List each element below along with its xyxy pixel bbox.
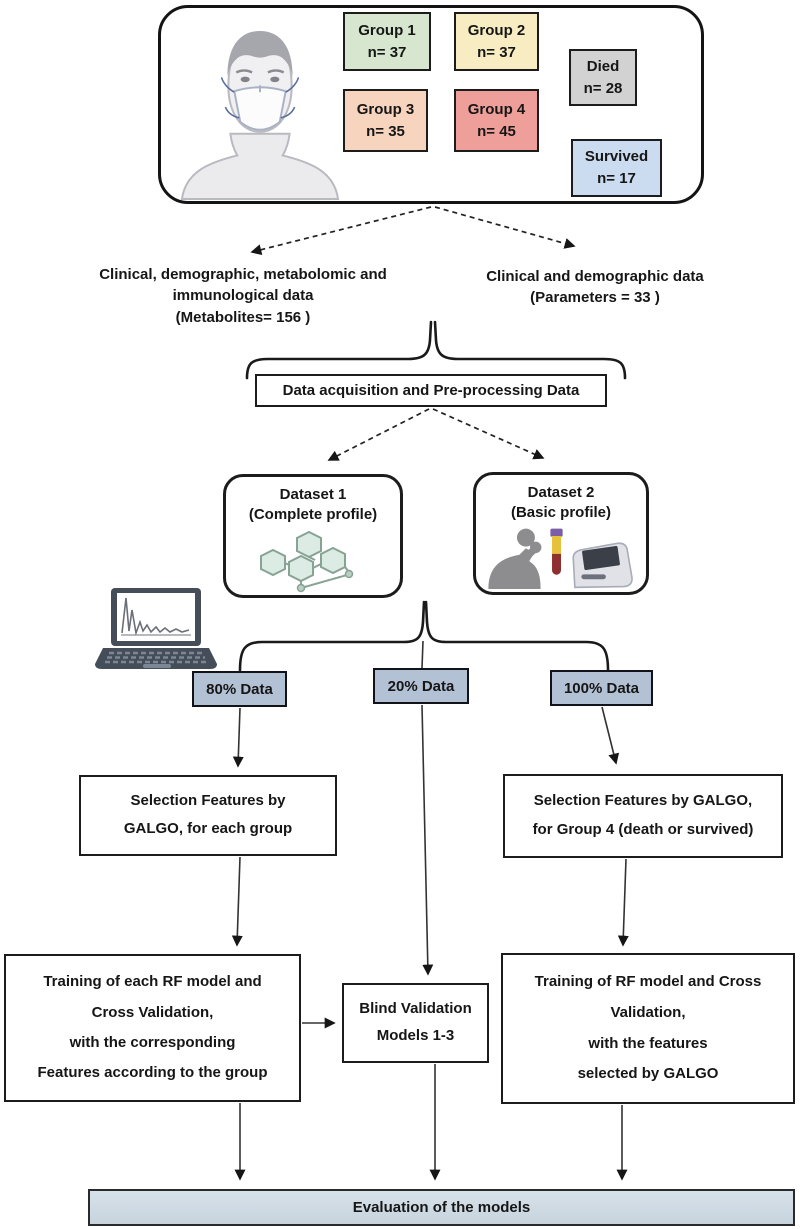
training-right-line1: Training of RF model and Cross (534, 973, 762, 990)
group-3-box (343, 89, 428, 152)
dataset-1-subtitle: (Complete profile) (248, 506, 378, 524)
group-2-box (454, 12, 539, 71)
dataset-2-title: Dataset 2 (527, 484, 595, 501)
training-right-line4: selected by GALGO (577, 1065, 719, 1083)
coughing-patient-blood-tube-analyzer-icon (481, 527, 641, 589)
arrow-80-to-selection-left (238, 708, 240, 766)
selection-left-line2: GALGO, for each group (123, 820, 293, 838)
training-left-box (4, 954, 301, 1102)
training-left-line1: Training of each RF model and (43, 973, 262, 991)
training-left-line3: with the corresponding (69, 1033, 236, 1051)
data-acquisition-box (255, 374, 607, 407)
training-right-line3: with the features (588, 1034, 708, 1052)
group-2-label: Group 2 (467, 21, 526, 39)
blind-validation-line2: Models 1-3 (376, 1027, 455, 1045)
brace-datasets-to-splits (240, 602, 608, 670)
split-100-label: 100% Data (563, 679, 640, 697)
split-100-box (550, 670, 653, 706)
group-4-n: n= 45 (477, 122, 516, 140)
split-80-label: 80% Data (206, 680, 273, 698)
selection-right-line1: Selection Features by GALGO, (533, 792, 753, 810)
group-4-box (454, 89, 539, 152)
training-left-line2: Cross Validation, (91, 1003, 214, 1021)
dataset-1-title: Dataset 1 (279, 486, 347, 503)
dataset-2-subtitle: (Basic profile) (510, 504, 612, 522)
group-3-label: Group 3 (356, 100, 415, 118)
survived-label: Survived (584, 148, 649, 166)
group-3-n: n= 35 (366, 122, 405, 140)
selection-left-box (79, 775, 337, 856)
left-branch-text (85, 264, 401, 328)
data-acquisition-label: Data acquisition and Pre-processing Data (282, 382, 580, 399)
arrow-100-to-selection-right (602, 707, 616, 763)
line-brace-to-20-split (422, 641, 423, 668)
right-branch-line2: (Parameters = 33 ) (530, 289, 660, 307)
died-n: n= 28 (583, 79, 623, 97)
split-80-box (192, 671, 287, 707)
survived-n: n= 17 (597, 170, 636, 187)
evaluation-bar (88, 1189, 795, 1226)
selection-left-line1: Selection Features by (130, 792, 286, 810)
dataset-2-box (473, 472, 649, 595)
right-branch-line1: Clinical and demographic data (486, 268, 704, 285)
group-4-label: Group 4 (467, 100, 526, 118)
pcr-analyzer-icon (573, 543, 632, 587)
left-branch-line1: Clinical, demographic, metabolomic and (99, 266, 387, 283)
arrow-20-to-blind-validation (422, 705, 428, 974)
split-20-box (373, 668, 469, 704)
masked-patient-illustration (176, 22, 344, 200)
died-label: Died (586, 57, 620, 75)
training-left-line4: Features according to the group (37, 1063, 268, 1081)
dashed-arrow-to-right-branch (435, 207, 574, 246)
dataset-1-box (223, 474, 403, 598)
dashed-arrow-to-dataset2 (433, 409, 543, 458)
selection-right-box (503, 774, 783, 858)
group-1-n: n= 37 (367, 43, 407, 61)
left-branch-line3: (Metabolites= 156 ) (175, 308, 311, 326)
dashed-arrow-to-left-branch (252, 207, 431, 252)
selection-right-line2: for Group 4 (death or survived) (532, 821, 754, 839)
right-branch-text (450, 266, 740, 309)
blood-tube-icon (550, 528, 562, 574)
group-1-label: Group 1 (358, 21, 416, 39)
died-box (569, 49, 637, 106)
evaluation-label: Evaluation of the models (352, 1199, 531, 1216)
survived-box (571, 139, 662, 197)
molecule-network-icon (257, 530, 369, 594)
blind-validation-line1: Blind Validation (359, 999, 472, 1017)
arrow-selection-left-to-training-left (237, 857, 240, 945)
coughing-person-silhouette (488, 528, 541, 588)
group-1-box (343, 12, 431, 71)
training-right-box (501, 953, 795, 1104)
arrow-selection-right-to-training-right (623, 859, 626, 945)
split-20-label: 20% Data (387, 677, 455, 695)
group-2-n: n= 37 (477, 43, 516, 61)
blind-validation-box (342, 983, 489, 1063)
brace-branches-to-acquisition (247, 322, 625, 378)
dashed-arrow-to-dataset1 (329, 409, 429, 460)
left-branch-line2: immunological data (172, 287, 314, 305)
laptop-spectrum-icon (95, 586, 217, 672)
training-right-line2: Validation, (610, 1003, 686, 1021)
